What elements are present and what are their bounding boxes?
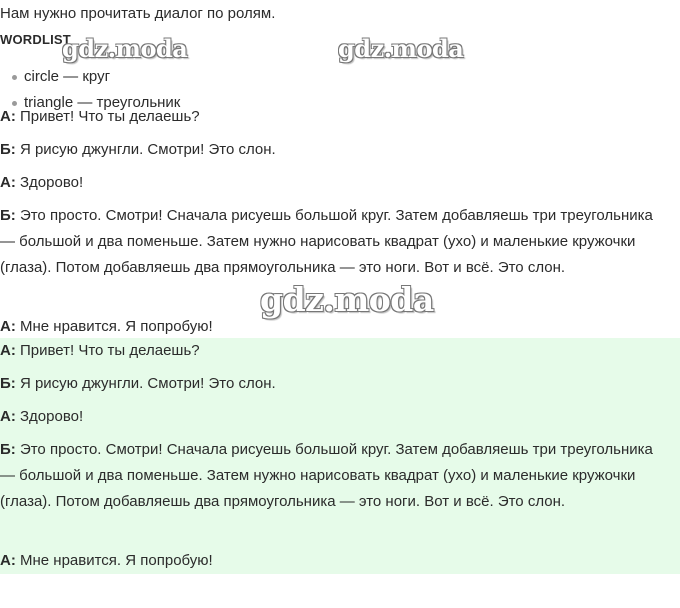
- dialog-text: Мне нравится. Я попробую!: [15, 318, 213, 335]
- dialog-text: Мне нравится. Я попробую!: [15, 552, 213, 569]
- speaker-label: А:: [0, 174, 16, 191]
- dialog-text: Здорово!: [15, 174, 84, 191]
- speaker-label: А:: [0, 318, 16, 335]
- dialog-line: [0, 548, 660, 574]
- dialog-line: [0, 338, 660, 364]
- wordlist-heading: WORDLIST: [0, 32, 71, 47]
- dialog-line: [0, 404, 660, 430]
- speaker-label: Б:: [0, 441, 16, 458]
- speaker-label: Б:: [0, 141, 16, 158]
- watermark-logo: gdz.moda: [260, 280, 434, 319]
- speaker-label: А:: [0, 342, 16, 359]
- instruction-text: Нам нужно прочитать диалог по ролям.: [0, 5, 276, 22]
- dialog-line: [0, 371, 660, 397]
- dialog-text: Здорово!: [15, 408, 84, 425]
- watermark-logo: gdz.moda: [62, 34, 188, 63]
- speaker-label: Б:: [0, 207, 16, 224]
- dialog-text: Это просто. Смотри! Сначала рисуешь большой круг. Затем добавляешь три треугольника — большой и два поменьше. Затем нужно нарисовать квадрат (ухо) и маленькие кружочки (глаза). Потом добавляешь два прямоугольника — это ноги. Вот и всё. Это слон.: [0, 207, 653, 276]
- dialog-line: [0, 170, 660, 196]
- dialog-text: Привет! Что ты делаешь?: [15, 342, 200, 359]
- dialog-line: [0, 203, 660, 281]
- wordlist: [0, 64, 300, 111]
- dialog-text: Привет! Что ты делаешь?: [15, 108, 200, 125]
- dialog-text: Это просто. Смотри! Сначала рисуешь большой круг. Затем добавляешь три треугольника — большой и два поменьше. Затем нужно нарисовать квадрат (ухо) и маленькие кружочки (глаза). Потом добавляешь два прямоугольника — это ноги. Вот и всё. Это слон.: [0, 441, 653, 510]
- speaker-label: А:: [0, 108, 16, 125]
- dialog-line: [0, 137, 660, 163]
- speaker-label: А:: [0, 552, 16, 569]
- dialog-text: Я рисую джунгли. Смотри! Это слон.: [15, 375, 276, 392]
- dialog-text: Я рисую джунгли. Смотри! Это слон.: [15, 141, 276, 158]
- dialog-line: [0, 104, 660, 130]
- wordlist-item: circle — круг: [0, 64, 300, 90]
- watermark-logo: gdz.moda: [338, 34, 464, 63]
- dialog-block-highlighted: [0, 338, 680, 574]
- wordlist-item: triangle — треугольник: [0, 90, 300, 116]
- speaker-label: А:: [0, 408, 16, 425]
- speaker-label: Б:: [0, 375, 16, 392]
- dialog-line: [0, 437, 660, 515]
